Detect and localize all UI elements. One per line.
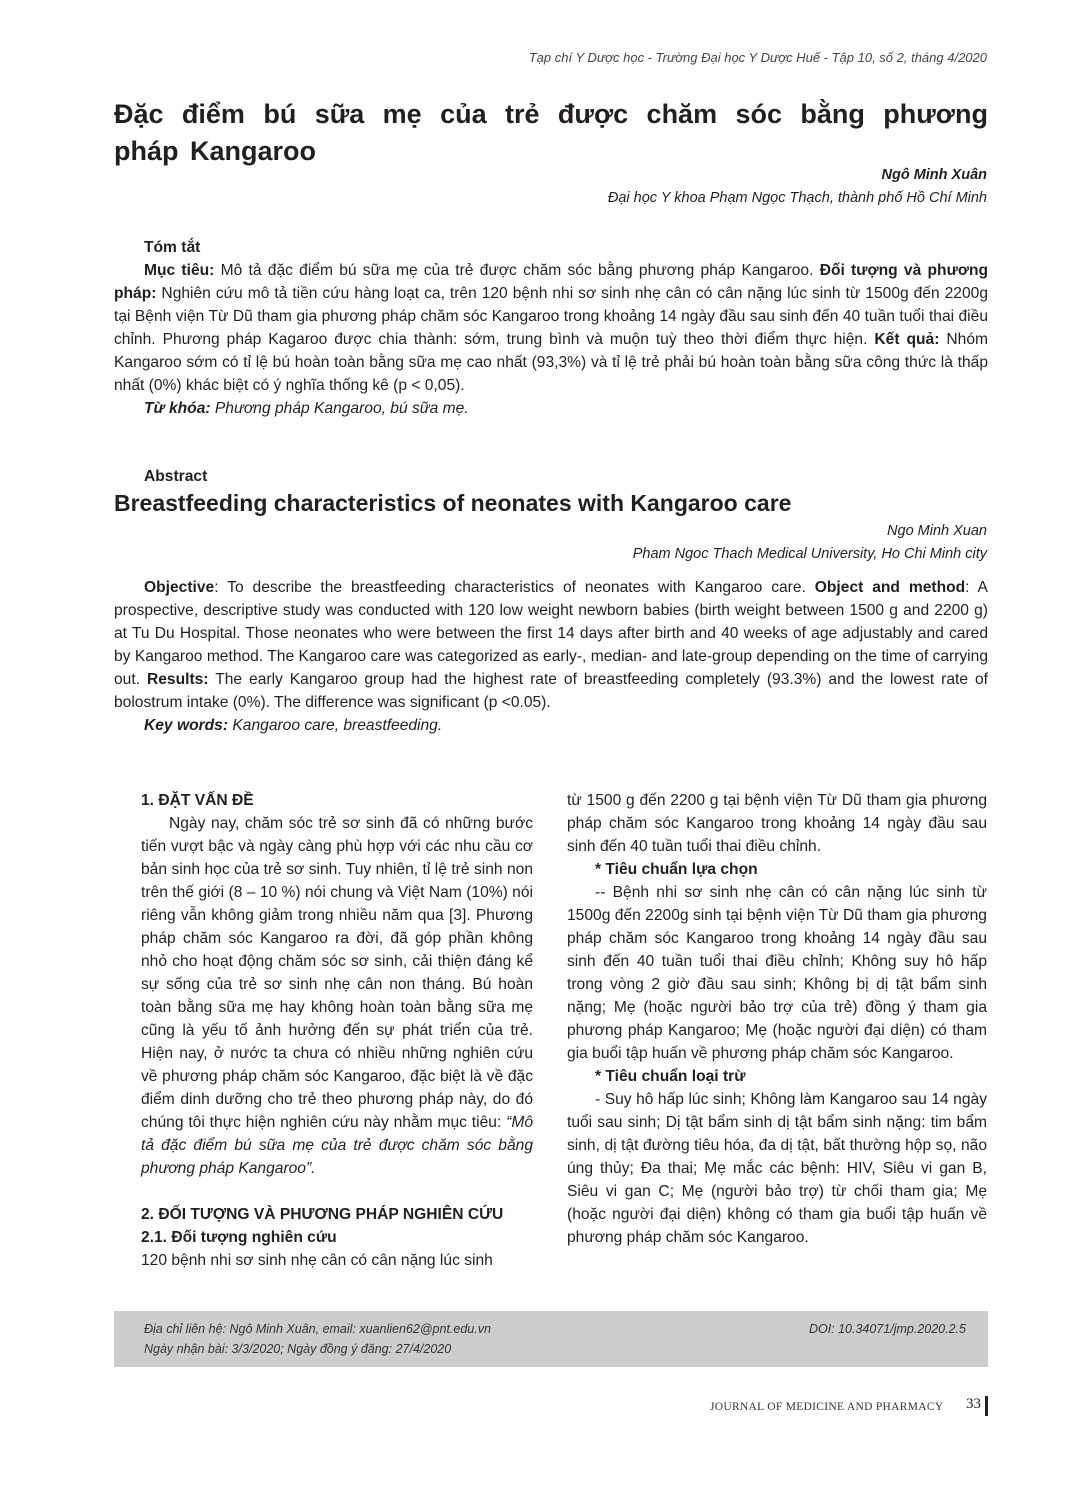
received-dates: Ngày nhận bài: 3/3/2020; Ngày đồng ý đăng: 27/4/2020 bbox=[144, 1342, 452, 1356]
method-label: Đối tượng và phương pháp: bbox=[114, 262, 988, 302]
section-2-heading: 2. ĐỐI TƯỢNG VÀ PHƯƠNG PHÁP NGHIÊN CỨU bbox=[141, 1206, 504, 1223]
contact-info: Địa chỉ liên hệ: Ngô Minh Xuân, email: xuanlien62@pnt.edu.vn bbox=[144, 1322, 491, 1336]
method-text: Nghiên cứu mô tả tiền cứu hàng loạt ca, trên 120 bệnh nhi sơ sinh nhẹ cân có cân nặng lúc sinh từ 1500g đến 2200g tại Bệnh viện Từ Dũ tham gia phương pháp chăm sóc Kangaroo trong khoảng 14 ngày đầu sau sinh đến 40 tuần tuổi thai điều chỉnh. Phương pháp Kagaroo được chia thành: sớm, trung bình và muộn tuỳ theo thời điểm thực hiện. bbox=[114, 285, 988, 348]
section-1-heading: 1. ĐẶT VẤN ĐỀ bbox=[141, 792, 254, 809]
objective-text: Mô tả đặc điểm bú sữa mẹ của trẻ được chăm sóc bằng phương pháp Kangaroo. bbox=[214, 262, 820, 279]
exclusion-heading: * Tiêu chuẩn loại trừ bbox=[595, 1068, 746, 1085]
objective-text-en: : To describe the breastfeeding characteristics of neonates with Kangaroo care. bbox=[214, 579, 815, 596]
left-column bbox=[141, 789, 533, 1272]
section-2-1-heading: 2.1. Đối tượng nghiên cứu bbox=[141, 1229, 337, 1246]
running-head: Tạp chí Y Dược học - Trường Đại học Y Dược Huế - Tập 10, số 2, tháng 4/2020 bbox=[528, 50, 987, 65]
keywords-text: Phương pháp Kangaroo, bú sữa mẹ. bbox=[210, 400, 469, 417]
objective-label: Mục tiêu: bbox=[144, 262, 215, 279]
results-text: Nhóm Kangaroo sớm có tỉ lệ bú hoàn toàn bằng sữa mẹ cao nhất (93,3%) và tỉ lệ trẻ phải bú hoàn toàn bằng sữa công thức là thấp nhất (0%) khác biệt có ý nghĩa thống kê (p < 0,05). bbox=[114, 331, 989, 394]
abstract-heading: Abstract bbox=[144, 468, 208, 485]
summary-heading: Tóm tắt bbox=[144, 239, 201, 256]
objective-label-en: Objective bbox=[144, 579, 215, 596]
journal-name-footer: JOURNAL OF MEDICINE AND PHARMACY bbox=[710, 1401, 944, 1413]
inclusion-text: -- Bệnh nhi sơ sinh nhẹ cân có cân nặng lúc sinh từ 1500g đến 2200g sinh tại bệnh viện Từ Dũ tham gia phương pháp chăm sóc Kangaroo trong khoảng 14 ngày đầu sau sinh đến 40 tuần tuổi thai điều chỉnh; Không suy hô hấp trong vòng 2 giờ đầu sau sinh; Không bị dị tật bẩm sinh nặng; Mẹ (hoặc người bảo trợ của trẻ) đồng ý tham gia phương pháp Kangaroo; Mẹ (hoặc người đại diện) có tham gia buổi tập huấn về phương pháp chăm sóc Kangaroo. bbox=[567, 884, 987, 1062]
section-1-text: Ngày nay, chăm sóc trẻ sơ sinh đã có những bước tiến vượt bậc và ngày càng phù hợp với các nhu cầu cơ bản sinh học của trẻ sơ sinh. Tuy nhiên, tỉ lệ trẻ sinh non trên thế giới (8 – 10 %) nói chung và Việt Nam (10%) nói riêng vẫn không giảm trong nhiều năm qua [3]. Phương pháp chăm sóc Kangaroo ra đời, đã góp phần không nhỏ cho hoạt động chăm sóc sơ sinh, cải thiện đáng kể sự sống của trẻ sơ sinh nhẹ cân non tháng. Bú hoàn toàn bằng sữa mẹ hay không hoàn toàn bằng sữa mẹ cũng là yếu tố ảnh hưởng đến sự phát triển của trẻ. Hiện nay, ở nước ta chưa có nhiều những nghiên cứu về phương pháp chăm sóc Kangaroo, đặc biệt là về đặc điểm dinh dưỡng cho trẻ theo phương pháp này, do đó chúng tôi thực hiện nghiên cứu này nhằm mục tiêu: bbox=[141, 815, 533, 1131]
page-number-bar bbox=[985, 1396, 988, 1416]
exclusion-text: - Suy hô hấp lúc sinh; Không làm Kangaroo sau 14 ngày tuổi sau sinh; Dị tật bẩm sinh dị tật bẩm sinh nặng: tim bẩm sinh, dị tật đường tiêu hóa, đa dị tật, bất thường hộp sọ, não úng thủy; Đa thai; Mẹ mắc các bệnh: HIV, Siêu vi gan B, Siêu vi gan C; Mẹ (người bảo trợ) từ chối tham gia; Mẹ (hoặc người đại diện) không có tham gia buổi tập huấn về phương pháp chăm sóc Kangaroo. bbox=[567, 1091, 987, 1246]
abstract-en bbox=[114, 576, 988, 737]
affiliation-en: Pham Ngoc Thach Medical University, Ho Chi Minh city bbox=[632, 546, 987, 562]
section-2-1-body: 120 bệnh nhi sơ sinh nhẹ cân có cân nặng lúc sinh bbox=[141, 1252, 493, 1269]
results-label: Kết quả: bbox=[874, 331, 940, 348]
results-label-en: Results: bbox=[146, 671, 209, 688]
article-title-en: Breastfeeding characteristics of neonates with Kangaroo care bbox=[114, 490, 792, 516]
keywords-label-en: Key words: bbox=[144, 717, 229, 734]
section-1-body bbox=[141, 812, 533, 1180]
author-vn: Ngô Minh Xuân bbox=[881, 167, 987, 183]
doi: DOI: 10.34071/jmp.2020.2.5 bbox=[808, 1322, 966, 1336]
abstract-body bbox=[114, 576, 988, 714]
summary-body bbox=[114, 259, 988, 397]
section-1-quote: “Mô tả đặc điểm bú sữa mẹ của trẻ được chăm sóc bằng phương pháp Kangaroo”. bbox=[141, 1114, 533, 1177]
summary-vn bbox=[114, 236, 988, 420]
method-label-en: Object and method bbox=[814, 579, 966, 596]
author-en: Ngo Minh Xuan bbox=[887, 523, 987, 539]
keywords-label: Từ khóa: bbox=[144, 400, 211, 417]
keywords-vn bbox=[114, 397, 988, 420]
inclusion-heading: * Tiêu chuẩn lựa chọn bbox=[595, 861, 758, 878]
results-text-en: The early Kangaroo group had the highest rate of breastfeeding completely (93.3%) and the lowest rate of bolostrum intake (0%). The difference was significant (p <0.05). bbox=[114, 671, 989, 711]
keywords-text-en: Kangaroo care, breastfeeding. bbox=[228, 717, 443, 734]
keywords-en bbox=[114, 714, 988, 737]
affiliation-vn: Đại học Y khoa Phạm Ngọc Thạch, thành phố Hồ Chí Minh bbox=[607, 190, 987, 206]
correspondence-box bbox=[114, 1311, 988, 1367]
method-text-en: : A prospective, descriptive study was conducted with 120 low weight newborn babies (birth weight between 1500 g and 2200 g) at Tu Du Hospital. Those neonates who were between the first 14 days after birth and 40 weeks of age adjustably and cared by Kangaroo method. The Kangaroo care was categorized as early-, median- and late-group depending on the time of carrying out. bbox=[114, 579, 988, 688]
abstract-heading-block bbox=[114, 465, 988, 488]
page-number: 33 bbox=[966, 1396, 981, 1412]
right-column bbox=[567, 789, 987, 1249]
article-title-vn: Đặc điểm bú sữa mẹ của trẻ được chăm sóc bằng phương pháp Kangaroo bbox=[114, 99, 988, 166]
continued-text: từ 1500 g đến 2200 g tại bệnh viện Từ Dũ tham gia phương pháp chăm sóc Kangaroo trong khoảng 14 ngày đầu sau sinh đến 40 tuần tuổi thai điều chỉnh. bbox=[567, 792, 987, 855]
